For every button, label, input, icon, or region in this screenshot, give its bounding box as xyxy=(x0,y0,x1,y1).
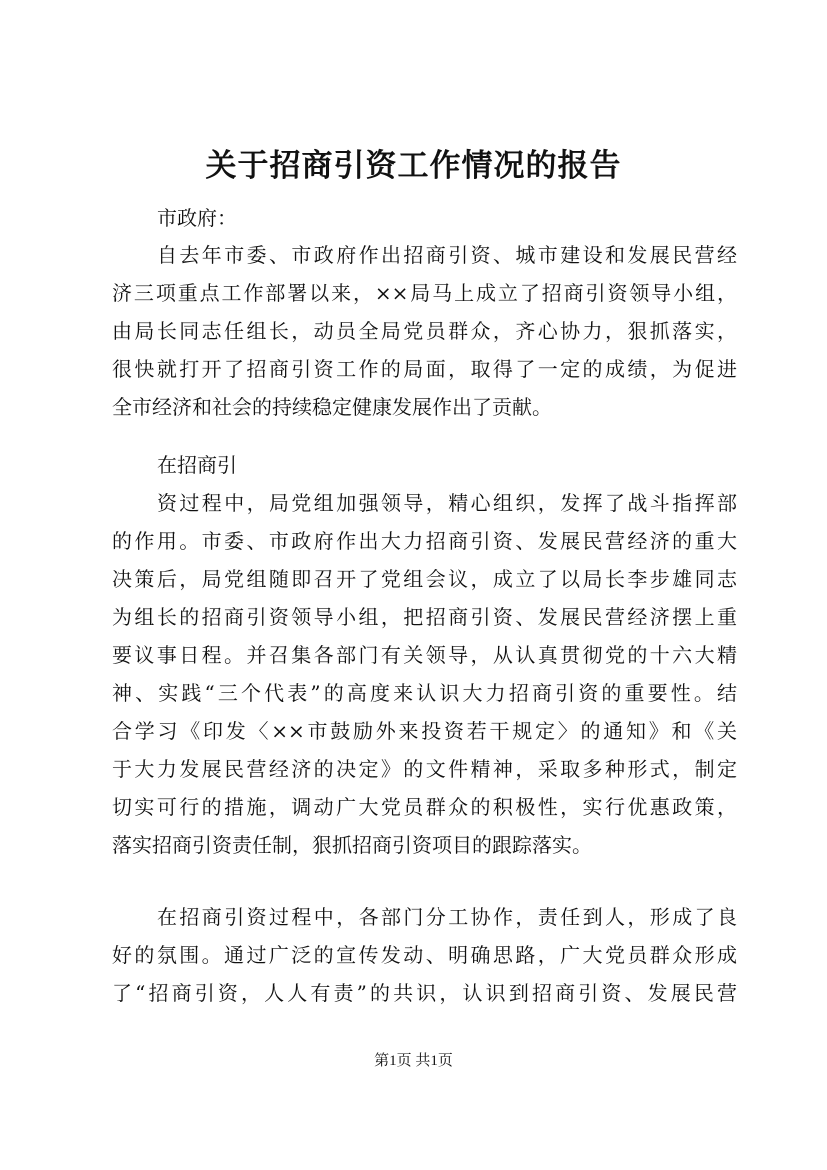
paragraph-line: 由局长同志任组长，动员全局党员群众，齐心协力，狠抓落实， xyxy=(112,319,737,343)
paragraph-4 xyxy=(112,898,737,1012)
salutation xyxy=(112,199,737,237)
document-title: 关于招商引资工作情况的报告 xyxy=(205,148,622,184)
paragraph-line: 全市经济和社会的持续稳定健康发展作出了贡献。 xyxy=(112,395,552,419)
paragraph-line: 为组长的招商引资领导小组，把招商引资、发展民营经济摆上重 xyxy=(112,605,737,629)
paragraph-line: 落实招商引资责任制，狠抓招商引资项目的跟踪落实。 xyxy=(112,833,592,857)
paragraph-line: 神、实践“三个代表”的高度来认识大力招商引资的重要性。结 xyxy=(112,681,737,705)
paragraph-line: 在招商引资过程中，各部门分工协作，责任到人，形成了良 xyxy=(157,905,737,929)
paragraph-line: 很快就打开了招商引资工作的局面，取得了一定的成绩，为促进 xyxy=(112,357,737,381)
paragraph-line: 济三项重点工作部署以来，××局马上成立了招商引资领导小组， xyxy=(112,281,737,305)
salutation-text: 市政府： xyxy=(157,206,237,230)
paragraph-line: 了“招商引资，人人有责”的共识，认识到招商引资、发展民营 xyxy=(112,981,737,1005)
paragraph-3 xyxy=(112,484,737,864)
paragraph-line: 要议事日程。并召集各部门有关领导，从认真贯彻党的十六大精 xyxy=(112,643,737,667)
paragraph-1 xyxy=(112,236,737,426)
page-number-footer: 第1页 共1页 xyxy=(374,1053,453,1069)
paragraph-line: 切实可行的措施，调动广大党员群众的积极性，实行优惠政策， xyxy=(112,795,737,819)
paragraph-2 xyxy=(112,446,737,484)
paragraph-line: 的作用。市委、市政府作出大力招商引资、发展民营经济的重大 xyxy=(112,529,737,553)
paragraph-line: 好的氛围。通过广泛的宣传发动、明确思路，广大党员群众形成 xyxy=(112,943,737,967)
paragraph-line: 合学习《印发〈××市鼓励外来投资若干规定〉的通知》和《关 xyxy=(112,719,737,743)
paragraph-line: 决策后，局党组随即召开了党组会议，成立了以局长李步雄同志 xyxy=(112,567,737,591)
paragraph-line: 在招商引 xyxy=(157,453,237,477)
paragraph-line: 自去年市委、市政府作出招商引资、城市建设和发展民营经 xyxy=(157,243,737,267)
paragraph-line: 于大力发展民营经济的决定》的文件精神，采取多种形式，制定 xyxy=(112,757,737,781)
paragraph-line: 资过程中，局党组加强领导，精心组织，发挥了战斗指挥部 xyxy=(157,491,737,515)
